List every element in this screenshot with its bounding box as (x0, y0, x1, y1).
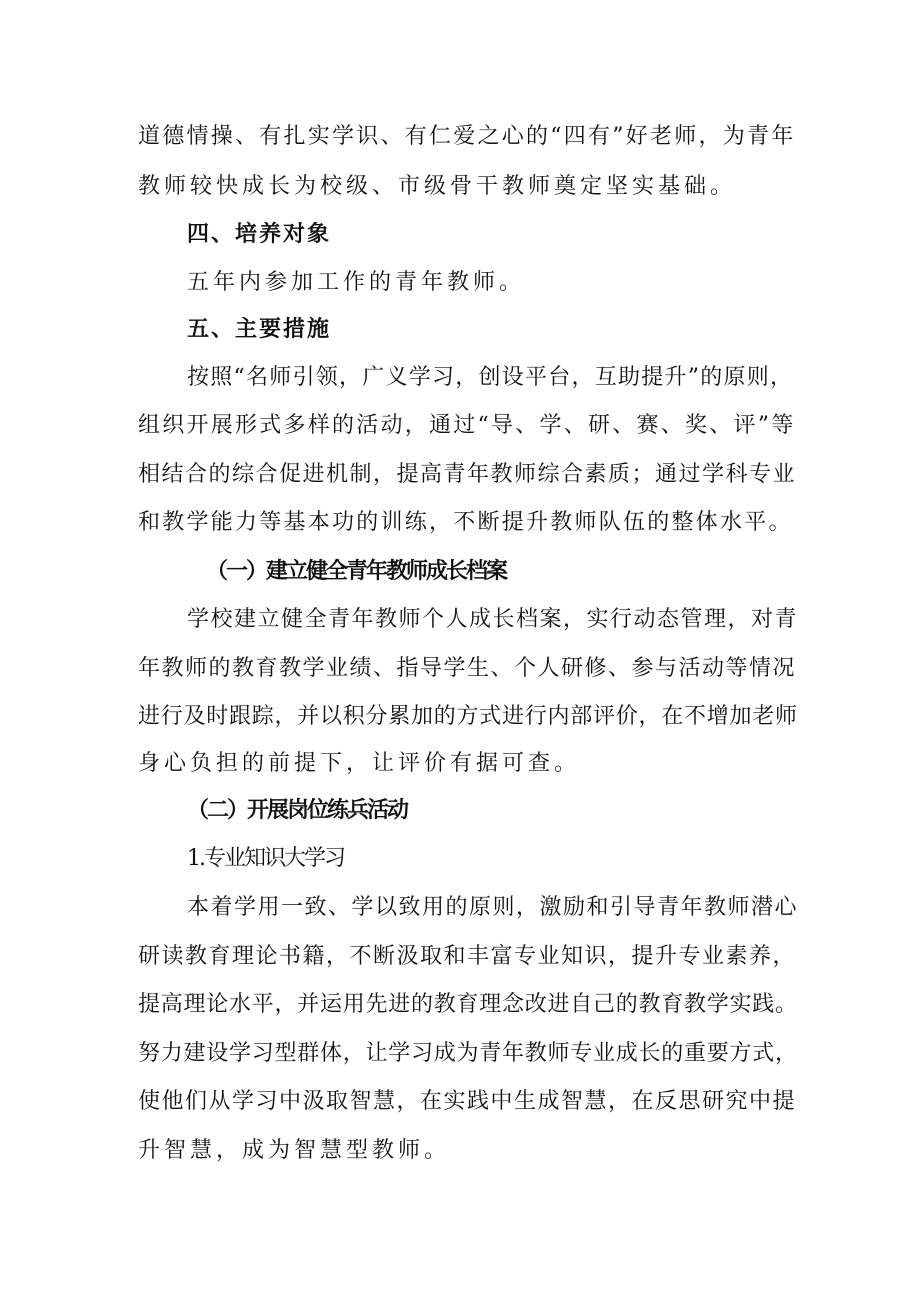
item-1-line-4: 努力建设学习型群体，让学习成为青年教师专业成长的重要方式， (138, 1041, 798, 1066)
item-1-line-2: 研读教育理论书籍，不断汲取和丰富专业知识，提升专业素养， (138, 944, 797, 969)
subsection-1-line-4: 身心负担的前提下，让评价有据可查。 (138, 751, 581, 776)
intro-line-1: 道德情操、有扎实学识、有仁爱之心的“四有”好老师，为青年 (138, 124, 796, 149)
subsection-1-line-3: 进行及时跟踪，并以积分累加的方式进行内部评价，在不增加老师 (138, 704, 798, 729)
item-1-line-5: 使他们从学习中汲取智慧，在实践中生成智慧，在反思研究中提 (138, 1089, 797, 1114)
item-1-line-3: 提高理论水平，并运用先进的教育理念改进自己的教育教学实践。 (138, 992, 798, 1017)
item-1-line-6: 升智慧，成为智慧型教师。 (138, 1138, 451, 1163)
intro-line-2: 教师较快成长为校级、市级骨干教师奠定坚实基础。 (138, 174, 737, 199)
section-5-line-3: 相结合的综合促进机制，提高青年教师综合素质；通过学科专业 (138, 462, 797, 487)
section-5-line-4: 和教学能力等基本功的训练，不断提升教师队伍的整体水平。 (138, 510, 793, 535)
section-4-heading: 四、培养对象 (187, 222, 332, 247)
subsection-2-heading: （二）开展岗位练兵活动 (187, 798, 408, 823)
item-1-title: 1.专业知识大学习 (187, 846, 344, 871)
subsection-1-line-1: 学校建立健全青年教师个人成长档案，实行动态管理，对青 (187, 607, 799, 632)
section-4-body: 五年内参加工作的青年教师。 (187, 270, 526, 295)
section-5-line-2: 组织开展形式多样的活动，通过“导、学、研、赛、奖、评”等 (138, 413, 796, 438)
subsection-1-line-2: 年教师的教育教学业绩、指导学生、个人研修、参与活动等情况 (138, 656, 797, 681)
section-5-line-1: 按照“名师引领，广义学习，创设平台，互助提升”的原则， (187, 365, 794, 390)
item-1-line-1: 本着学用一致、学以致用的原则，激励和引导青年教师潜心 (187, 895, 799, 920)
section-5-heading: 五、主要措施 (187, 317, 332, 342)
subsection-1-heading: （一）建立健全青年教师成长档案 (206, 559, 507, 584)
